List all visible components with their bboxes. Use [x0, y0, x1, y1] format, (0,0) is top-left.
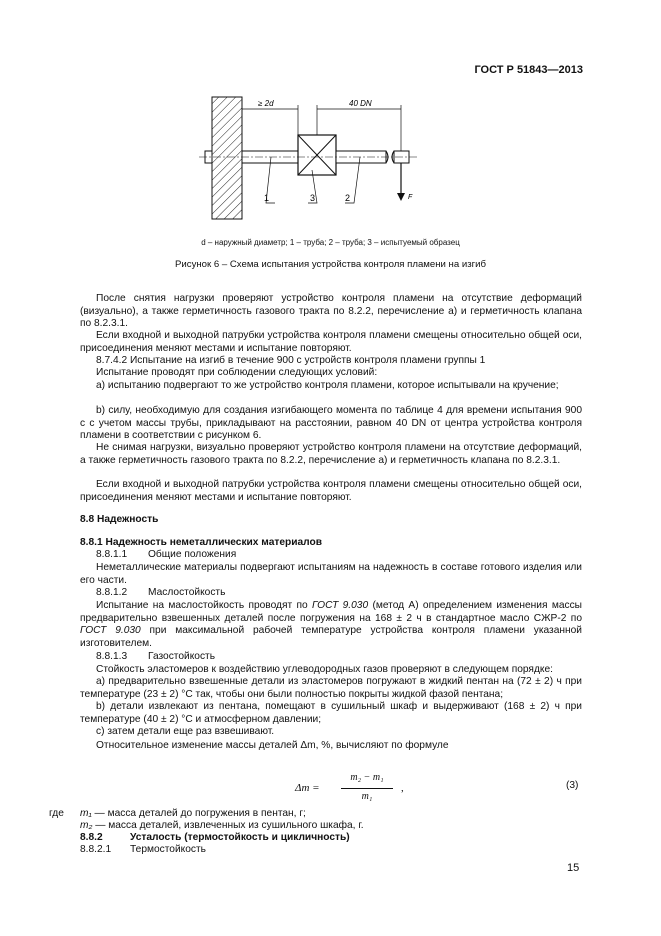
paragraph: Если входной и выходной патрубки устройства контроля пламени смещены относительно общей оси, присоединения меняют местами и испытание повторяют.	[80, 479, 582, 503]
paragraph: После снятия нагрузки проверяют устройство контроля пламени на отсутствие деформаций (визуально), а также герметичность газового тракта по 8.2.2, перечисление а) и герметичность клапана по 8.2.3.1.	[80, 293, 582, 329]
section-heading: 8.8 Надежность	[80, 514, 159, 525]
subsection-title: Маслостойкость	[148, 587, 226, 598]
label-pipe-2: 2	[345, 193, 351, 203]
section-heading: 8.8.1 Надежность неметаллических материалов	[80, 537, 323, 548]
paragraph: Испытание проводят при соблюдении следующих условий:	[96, 367, 378, 378]
subsection-number: 8.8.2	[80, 832, 103, 843]
paragraph: Относительное изменение массы деталей Δm, %, вычисляют по формуле	[96, 740, 449, 751]
subsection-number: 8.8.1.3	[96, 651, 128, 662]
subsection-title: Усталость (термостойкость и цикличность)	[130, 832, 350, 843]
list-item: а) испытанию подвергают то же устройство контроля пламени, которое испытывали на кручение;	[96, 380, 559, 391]
dim-label-2d: ≥ 2d	[258, 99, 274, 108]
list-item: c) затем детали еще раз взвешивают.	[96, 726, 275, 737]
subsection-title: Общие положения	[148, 549, 237, 560]
definition-m1: m₁ — масса деталей до погружения в пентан, г;	[80, 808, 306, 819]
formula-comma: ,	[401, 782, 404, 794]
page-number: 15	[567, 862, 580, 874]
formula-denominator: m₁	[361, 791, 373, 802]
figure-legend: d – наружный диаметр; 1 – труба; 2 – труба; 3 – испытуемый образец	[201, 238, 460, 247]
paragraph: Неметаллические материалы подвергают испытаниям на надежность в составе готового изделия или его части.	[80, 562, 582, 586]
subsection-title: Газостойкость	[148, 651, 216, 662]
document-code: ГОСТ Р 51843—2013	[474, 64, 583, 76]
list-item: b) детали извлекают из пентана, помещают в сушильный шкаф и выдерживают (168 ± 2) ч при температуре (40 ± 2) °С и атмосферном давлении;	[80, 701, 582, 725]
subsection-title: Термостойкость	[130, 844, 206, 855]
paragraph: Если входной и выходной патрубки устройства контроля пламени смещены относительно общей оси, присоединения меняют местами и испытание повторяют.	[80, 330, 582, 354]
dim-label-40dn: 40 DN	[349, 99, 372, 108]
fraction-bar	[341, 788, 393, 789]
paragraph: Испытание на маслостойкость проводят по ГОСТ 9.030 (метод А) определением изменения массы предварительно взвешенных деталей после погружения на 168 ± 2 ч в стандартное масло СЖР-2 по ГОСТ 9.030 при максимальной рабочей температуре устройства контроля пламени указанной изготовителем.	[80, 600, 583, 649]
subsection-number: 8.8.1.1	[96, 549, 128, 560]
label-sample-3: 3	[310, 193, 316, 203]
list-item: a) предварительно взвешенные детали из эластомеров погружают в жидкий пентан на (72 ± 2) ч при температуре (23 ± 2) °С так, чтобы они были полностью покрыты жидкой фазой пентана;	[80, 676, 582, 700]
subsection-heading: 8.7.4.2 Испытание на изгиб в течение 900 с устройств контроля пламени группы 1	[96, 355, 486, 366]
figure-caption: Рисунок 6 – Схема испытания устройства контроля пламени на изгиб	[175, 259, 486, 270]
subsection-number: 8.8.1.2	[96, 587, 128, 598]
formula-number: (3)	[566, 780, 579, 791]
formula-3	[295, 772, 435, 808]
list-item: b) силу, необходимую для создания изгибающего момента по таблице 4 для времени испытания 900 с с учетом массы трубы, прикладывают на расстоянии, равном 40 DN от центра устройства контроля пламени в соответствии с рисунком 6.	[80, 405, 582, 441]
formula-lhs: Δm =	[295, 782, 320, 794]
label-force: F	[408, 194, 413, 201]
bending-test-diagram	[195, 95, 435, 225]
subsection-number: 8.8.2.1	[80, 844, 112, 855]
formula-numerator: m₂ − m₁	[350, 772, 384, 783]
fixed-wall	[212, 97, 242, 219]
where-label: где	[49, 808, 64, 819]
definition-m2: m₂ — масса деталей, извлеченных из сушильного шкафа, г.	[80, 820, 364, 831]
paragraph: Не снимая нагрузки, визуально проверяют устройство контроля пламени на отсутствие деформаций, а также герметичность газового тракта по 8.2.2, перечисление а) и герметичность клапана по 8.2.3.1.	[80, 442, 582, 466]
paragraph: Стойкость эластомеров к воздействию углеводородных газов проверяют в следующем порядке:	[96, 664, 553, 675]
label-pipe-1: 1	[264, 193, 270, 203]
